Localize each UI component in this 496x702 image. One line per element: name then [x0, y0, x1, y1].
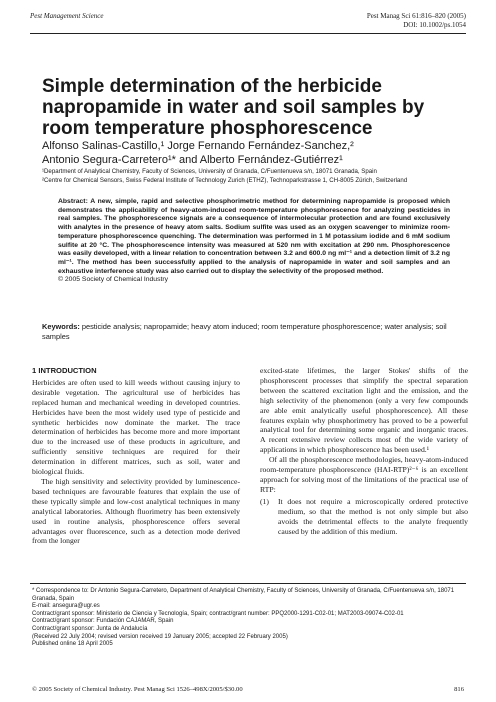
page-number: 816 [454, 686, 464, 693]
affiliation-2: ²Centre for Chemical Sensors, Swiss Federal Institute of Technology Zurich (ETHZ), Technoparkstrasse 1, CH-8005 Zürich, Switzerland [42, 177, 408, 184]
right-column [260, 366, 468, 536]
paragraph: Of all the phosphorescence methodologies, heavy-atom-induced room-temperature phosphorescence (HAI-RTP)²⁻⁶ is an excellent approach for solving most of the limitations of the practical use of RTP: [260, 455, 468, 494]
abstract-text: Abstract: A new, simple, rapid and selective phosphorimetric method for determining napropamide is proposed which demonstrates the applicability of heavy-atom-induced room-temperature phosphorescence for analyzing pesticides in real samples. The phosphorescence signals are a consequence of intermolecular protection and are found exclusively with analytes in the presence of heavy atom salts. Sodium sulfite was used as an oxygen scavenger to minimize room-temperature phosphorescence quenching. The determination was performed in 1 M potassium iodide and 6 mM sodium sulfite at 20 °C. The phosphorescence intensity was measured at 520 nm with excitation at 290 nm. Phosphorescence was easily developed, with a linear relation to concentration between 3.2 and 600.0 ng ml⁻¹ and a detection limit of 3.2 ng ml⁻¹. The method has been successfully applied to the analysis of napropamide in water and soil samples and an exhaustive interference study was also carried out to display the selectivity of the proposed method. [58, 198, 450, 275]
paper-title: Simple determination of the herbicide napropamide in water and soil samples by room temperature phosphorescence [42, 76, 425, 139]
citation-block [367, 12, 466, 30]
paragraph: Herbicides are often used to kill weeds without causing injury to desirable vegetation. The agricultural use of herbicides has replaced human and mechanical weeding in developed countries. Herbicides have been the most widely used type of pesticide and synthetic herbicides now dominate the market. The trace determination of herbicides has become more and more important due to the increased use of these products in agriculture, and sufficiently sensitive techniques are required for their determination in different matrices, such as soil, water and biological fluids. [32, 377, 240, 477]
correspondence-note: * Correspondence to: Dr Antonio Segura-Carretero, Department of Analytical Chemistry, Faculty of Sciences, University of Granada, C/Fuentenueva s/n, 18071 Granada, Spain [32, 588, 455, 602]
grant-note: Contract/grant sponsor: Fundación CAJAMAR, Spain [32, 618, 174, 625]
paragraph: The high sensitivity and selectivity provided by luminescence-based techniques are favourable features that explain the use of these typically simple and low-cost analytical techniques in many analytical laboratories. Although fluorimetry has been extensively used in routine analysis, phosphorescence offers several advantages over fluorescence, such as a detection mode derived from the longer [32, 476, 240, 546]
affiliation-1: ¹Department of Analytical Chemistry, Faculty of Sciences, University of Granada, C/Fuentenueva s/n, 18071 Granada, Spain [42, 168, 377, 175]
footnotes [32, 588, 472, 649]
journal-name: Pest Management Science [30, 12, 104, 20]
received-note: (Received 22 July 2004; revised version received 19 January 2005; accepted 22 February 2005) [32, 633, 288, 640]
footnote-rule [30, 583, 466, 584]
running-header [30, 12, 466, 32]
grant-note: Contract/grant sponsor: Ministerio de Ciencia y Tecnología, Spain; contract/grant number: PPQ2000-1291-C02-01; MAT2003-09074-C02-01 [32, 610, 404, 617]
citation: Pest Manag Sci 61:816–820 (2005) [366, 12, 466, 20]
author-list [42, 139, 462, 167]
footer-copyright: © 2005 Society of Chemical Industry. Pest Manag Sci 1526–498X/2005/$30.00 [32, 686, 243, 693]
grant-note: Contract/grant sponsor: Junta de Andalucía [32, 625, 148, 632]
keywords [42, 322, 472, 341]
doi: DOI: 10.1002/ps.1054 [403, 21, 466, 29]
keywords-label: Keywords: [42, 322, 80, 331]
header-rule [30, 33, 466, 34]
list-item [260, 497, 468, 537]
authors-line-1: Alfonso Salinas-Castillo,¹ Jorge Fernando Fernández-Sanchez,² [42, 140, 354, 152]
published-note: Published online 18 April 2005 [32, 641, 113, 648]
list-text: It does not require a microscopically ordered protective medium, so that the method is not only simple but also avoids the detrimental effects to the analyte frequently caused by the addition of this medium. [278, 496, 468, 536]
email-note: E-mail: ansegura@ugr.es [32, 603, 100, 610]
abstract-copyright: © 2005 Society of Chemical Industry [58, 276, 169, 284]
paragraph: excited-state lifetimes, the larger Stokes' shifts of the phosphorescent processes that simplify the spectral separation between the scattered excitation light and the emission, and the high selectivity of the phenomenon (only a very few compounds are able emit analytically useful phosphorescence). All these features explain why phosphorimetry has proved to be a powerful analytical tool for determining some organic and inorganic traces. A recent extensive review collects most of the wide variety of applications in which phosphorescence has been used.¹ [260, 366, 468, 455]
list-number: (1) [260, 496, 269, 506]
left-column [32, 366, 240, 546]
section-heading: 1 INTRODUCTION [32, 366, 97, 375]
abstract [58, 198, 450, 285]
authors-line-2: Antonio Segura-Carretero¹* and Alberto Fernández-Gutiérrez¹ [42, 154, 343, 166]
keywords-text: pesticide analysis; napropamide; heavy atom induced; room temperature phosphorescence; water analysis; soil samples [42, 322, 447, 341]
